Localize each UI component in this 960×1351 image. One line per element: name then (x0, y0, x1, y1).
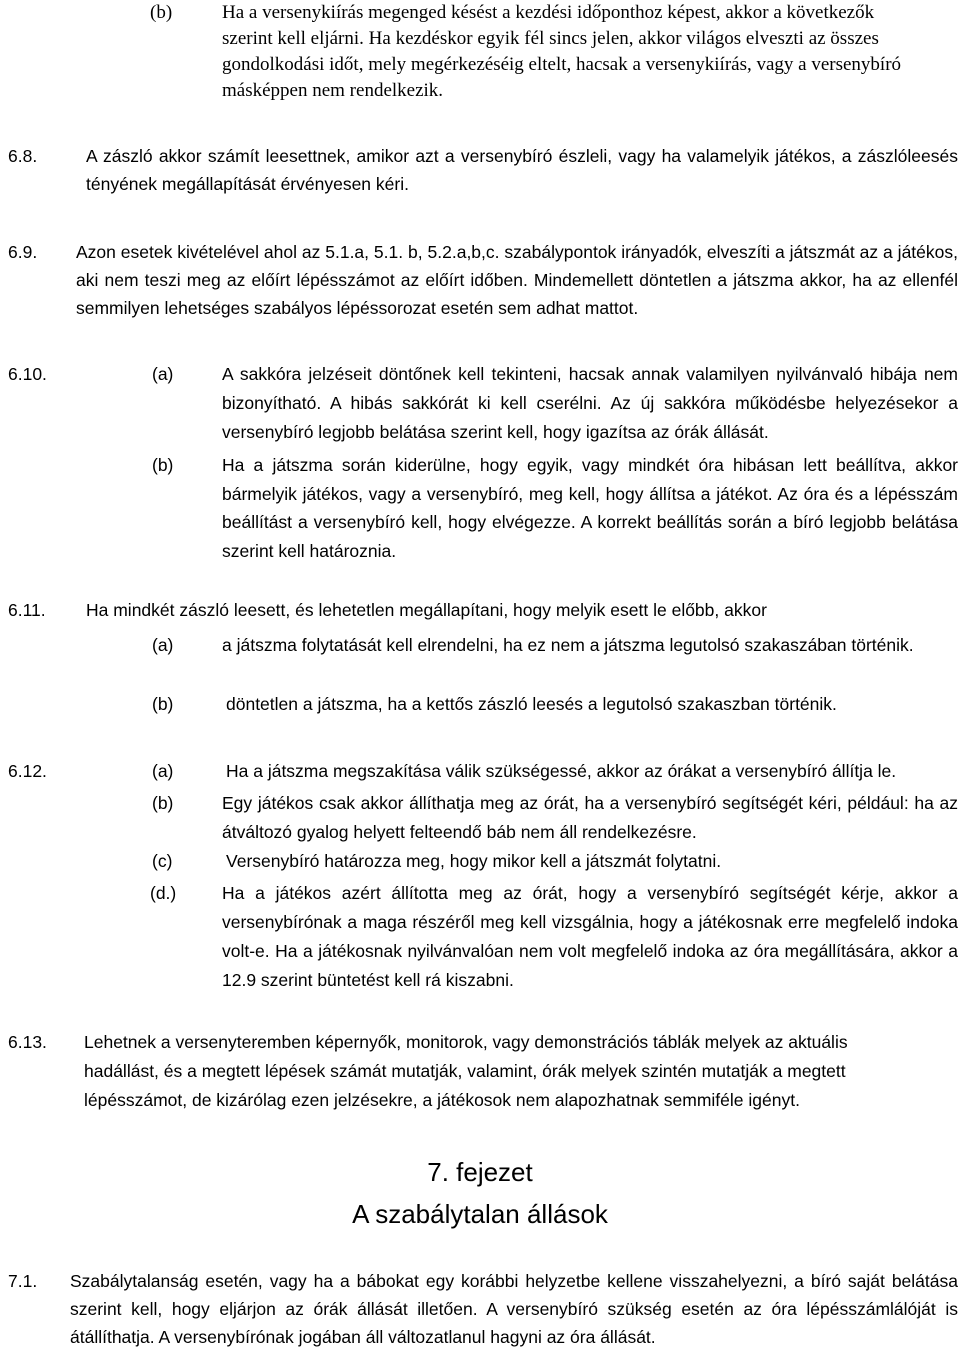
clause-6-7-b-text: Ha a versenykiírás megenged késést a kezdési időponthoz képest, akkor a következők szerint kell eljárni. Ha kezdéskor egyik fél sincs jelen, akkor világos elveszti az összes gondolkodási időt, mely megérkezéséig eltelt, hacsak a versenykiírás, vagy a versenybíró másképpen nem rendelkezik. (222, 2, 902, 101)
section-6-12-number: 6.12. (8, 761, 47, 781)
clause-6-12-a-label: (a) (152, 761, 174, 781)
clause-6-10-a-label: (a) (152, 364, 174, 384)
section-6-11-number: 6.11. (8, 600, 46, 620)
section-6-9-text: Azon esetek kivételével ahol az 5.1.a, 5.1. b, 5.2.a,b,c. szabálypontok irányadók, elveszíti a játszmát az a játékos, aki nem teszi meg az előírt lépésszámot az előírt időben. Mindemellett döntetlen a játszma akkor, ha az ellenfél semmilyen lehetséges szabályos lépéssorozat esetén sem adhat mattot. (76, 242, 958, 318)
section-6-10-number: 6.10. (8, 364, 47, 384)
clause-6-12-d-text: Ha a játékos azért állította meg az órát, hogy a versenybíró segítségét kérje, akkor a versenybírónak a maga részéről meg kell vizsgálnia, hogy a játékosnak erre megfelelő indoka volt-e. Ha a játékosnak nyilvánvalóan nem volt megfelelő indoka az óra megállítására, akkor a 12.9 szerint büntetést kell rá kiszabni. (222, 883, 958, 990)
clause-6-12-c-text: Versenybíró határozza meg, hogy mikor kell a játszmát folytatni. (226, 851, 722, 871)
clause-6-11-a-label: (a) (152, 635, 174, 655)
clause-6-11-b-label: (b) (152, 694, 174, 714)
section-6-13-text: Lehetnek a versenyteremben képernyők, monitorok, vagy demonstrációs táblák melyek az aktuális hadállást, és a megtett lépések számát mutatják, valamint, órák melyek szintén mutatják a megtett lépésszámot, de kizárólag ezen jelzésekre, a játékosok nem alapozhatnak semmiféle igényt. (84, 1032, 848, 1110)
clause-6-10-a-text: A sakkóra jelzéseit döntőnek kell tekinteni, hacsak annak valamilyen nyilvánvaló hibája nem bizonyítható. A hibás sakkórát ki kell cserélni. Az új sakkóra működésbe helyezésekor a versenybíró legjobb belátása szerint kell, hogy igazítsa az órák állását. (222, 364, 958, 442)
section-6-8-number: 6.8. (8, 146, 38, 166)
clause-6-7-b-label: (b) (150, 2, 173, 23)
section-6-11-text: Ha mindkét zászló leesett, és lehetetlen megállapítani, hogy melyik esett le előbb, akkor (86, 600, 767, 620)
section-6-13-number: 6.13. (8, 1032, 47, 1052)
clause-6-12-d-label: (d.) (150, 883, 177, 903)
clause-6-11-b-text: döntetlen a játszma, ha a kettős zászló leesés a legutolsó szakaszban történik. (226, 694, 837, 714)
section-6-9-number: 6.9. (8, 242, 38, 262)
chapter-number: 7. fejezet (427, 1157, 533, 1187)
section-7-1-text: Szabálytalanság esetén, vagy ha a bábokat egy korábbi helyzetbe kellene visszahelyezni, a bíró saját belátása szerint kell, hogy eljárjon az órák állását illetően. A versenybíró szükség esetén az óra lépésszámlálóját is átállíthatja. A versenybírónak jogában áll változatlanul hagyni az óra állását. (70, 1271, 958, 1347)
clause-6-11-a-text: a játszma folytatását kell elrendelni, ha ez nem a játszma legutolsó szakaszában történik. (222, 635, 914, 655)
clause-6-12-b-label: (b) (152, 793, 174, 813)
clause-6-10-b-text: Ha a játszma során kiderülne, hogy egyik, vagy mindkét óra hibásan lett beállítva, akkor bármelyik játékos, vagy a versenybíró, meg kell, hogy állítsa a játékot. Az óra és a lépésszám beállítást a versenybíró kell, hogy elvégezze. A korrekt beállítás során a bíró legjobb belátása szerint kell határoznia. (222, 455, 958, 561)
clause-6-12-a-text: Ha a játszma megszakítása válik szükségessé, akkor az órákat a versenybíró állítja le. (226, 761, 897, 781)
clause-6-12-b-text: Egy játékos csak akkor állíthatja meg az órát, ha a versenybíró segítségét kéri, például: ha az átváltozó gyalog helyett felteendő báb nem áll rendelkezésre. (222, 793, 958, 842)
clause-6-10-b-label: (b) (152, 455, 174, 475)
clause-6-12-c-label: (c) (152, 851, 173, 871)
chapter-title: A szabálytalan állások (352, 1199, 608, 1229)
section-7-1-number: 7.1. (8, 1271, 38, 1291)
section-6-8-text: A zászló akkor számít leesettnek, amikor azt a versenybíró észleli, vagy ha valamelyik játékos, a zászlóleesés tényének megállapítását érvényesen kéri. (86, 146, 958, 194)
